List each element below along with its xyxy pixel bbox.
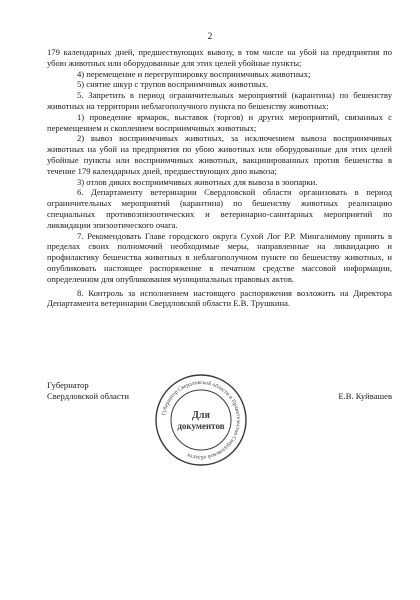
stamp-seal (153, 372, 249, 468)
page-number: 2 (207, 32, 213, 42)
paragraph: 3) отлов диких восприимчивых животных для вывоза в зоопарки. (77, 176, 318, 187)
stamp-center-line: документов (177, 421, 225, 431)
official-stamp (153, 372, 249, 468)
signatory-title-line: Губернатор (47, 380, 89, 390)
paragraph: 7. Рекомендовать Главе городского округа Сухой Лог Р.Р. Мингалимову принять в пределах своих полномочий необходимые меры, направленные на ликвидацию и профилактику бешенства животных в неблагополучном пункте по бешенству животных, и опубликовать настоящее распоряжение в печатном средстве массовой информации, определенном для опубликования муниципальных правовых актов. (47, 230, 392, 284)
paragraph: 2) вывоз восприимчивых животных, за исключением вывоза восприимчивых животных на убой на предприятия по убою животных или оборудованные для этих целей убойные пункты или восприимчивых животных, вакцинированных против бешенства в течение 179 календарных дней, предшествующих дню вывоза; (47, 133, 392, 176)
paragraph: 8. Контроль за исполнением настоящего распоряжения возложить на Директора Департамента ветеринарии Свердловской области Е.В. Трушкина. (47, 287, 392, 309)
paragraph: 5. Запретить в период ограничительных мероприятий (карантина) по бешенству животных на территории неблагополучного пункта по бешенству животных: (47, 90, 392, 111)
paragraph: 1) проведение ярмарок, выставок (торгов) и других мероприятий, связанных с перемещением и скоплением восприимчивых животных; (47, 111, 392, 133)
stamp-center-line: Для (192, 410, 210, 421)
signatory-name: Е.В. Куйвашев (338, 391, 392, 401)
signatory-title-line: Свердловской области (47, 390, 130, 401)
paragraph: 6. Департаменту ветеринарии Свердловской области организовать в период ограничительных мероприятий (карантина) по бешенству животных реализацию специальных противоэпизоотических и ветеринарно-санитарных мероприятий по ликвидации эпизоотического очага. (47, 187, 392, 230)
paragraph: 179 календарных дней, предшествующих вывозу, в том числе на убой на предприятия по убою животных или оборудованные для этих целей убойные пункты; (47, 47, 392, 68)
stamp-ring-text: Губернатор Свердловской области и Правительство Свердловской области (161, 379, 242, 461)
paragraph: 5) снятие шкур с трупов восприимчивых животных. (77, 79, 269, 90)
signatory-title (47, 380, 129, 402)
paragraph: 4) перемещение и перегруппировку восприимчивых животных; (77, 68, 311, 79)
document-body (47, 47, 392, 309)
